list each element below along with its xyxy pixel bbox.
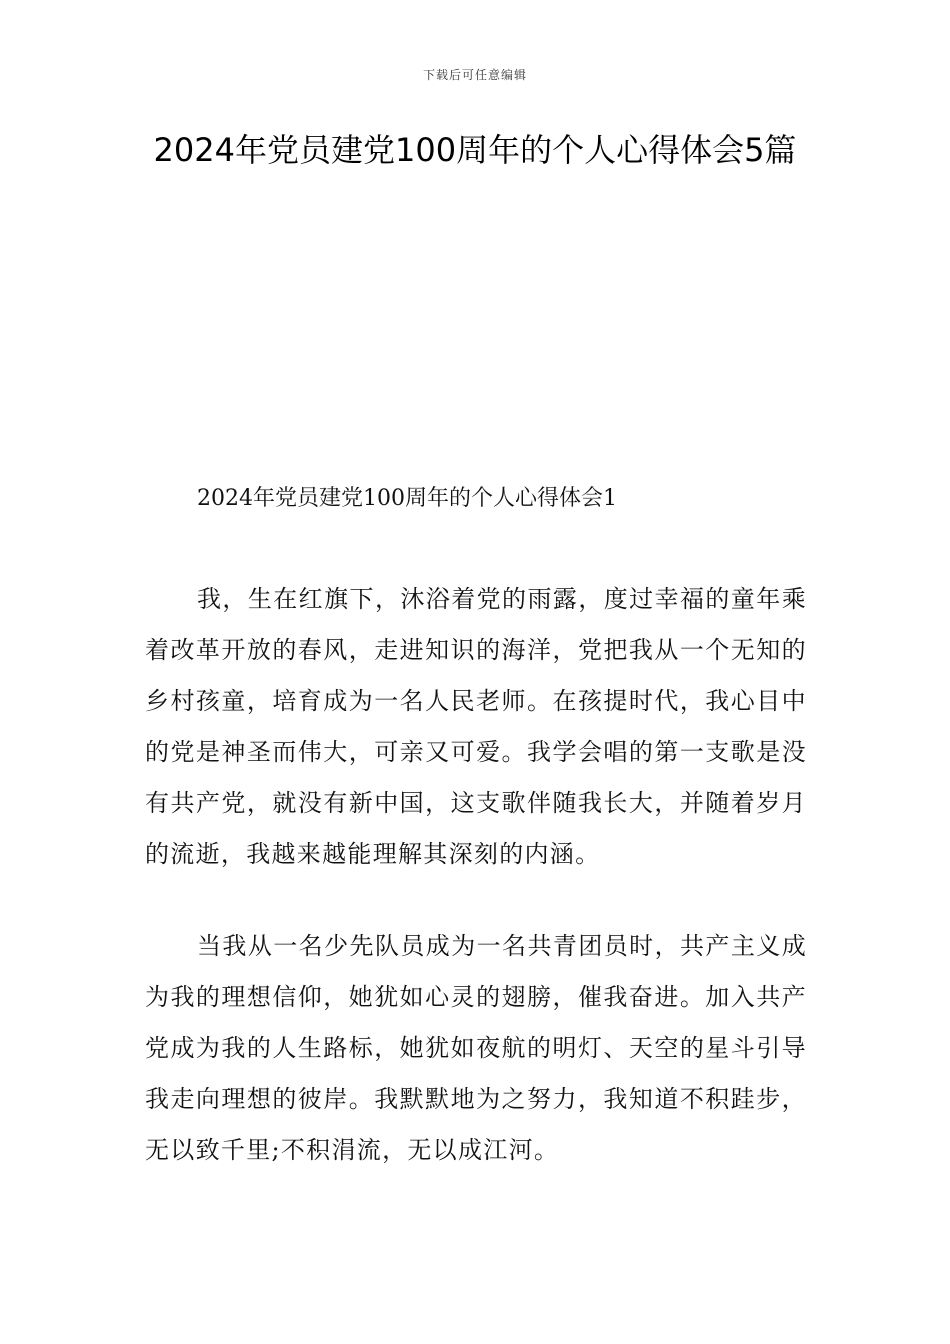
section-title: 2024年党员建党100周年的个人心得体会1 xyxy=(197,486,617,511)
document-title: 2024年党员建党100周年的个人心得体会5篇 xyxy=(153,131,797,169)
header-note: 下载后可任意编辑 xyxy=(422,68,527,82)
paragraph-2: 当我从一名少先队员成为一名共青团员时，共产主义成为我的理想信仰，她犹如心灵的翅膀，催我奋进。加入共产党成为我的人生路标，她犹如夜航的明灯、天空的星斗引导我走向理想的彼岸。我默默地为之努力，我知道不积跬步，无以致千里;不积涓流，无以成江河。 xyxy=(145,932,807,1164)
paragraph-1: 我，生在红旗下，沐浴着党的雨露，度过幸福的童年乘着改革开放的春风，走进知识的海洋，党把我从一个无知的乡村孩童，培育成为一名人民老师。在孩提时代，我心目中的党是神圣而伟大，可亲又可爱。我学会唱的第一支歌是没有共产党，就没有新中国，这支歌伴随我长大，并随着岁月的流逝，我越来越能理解其深刻的内涵。 xyxy=(145,585,807,868)
